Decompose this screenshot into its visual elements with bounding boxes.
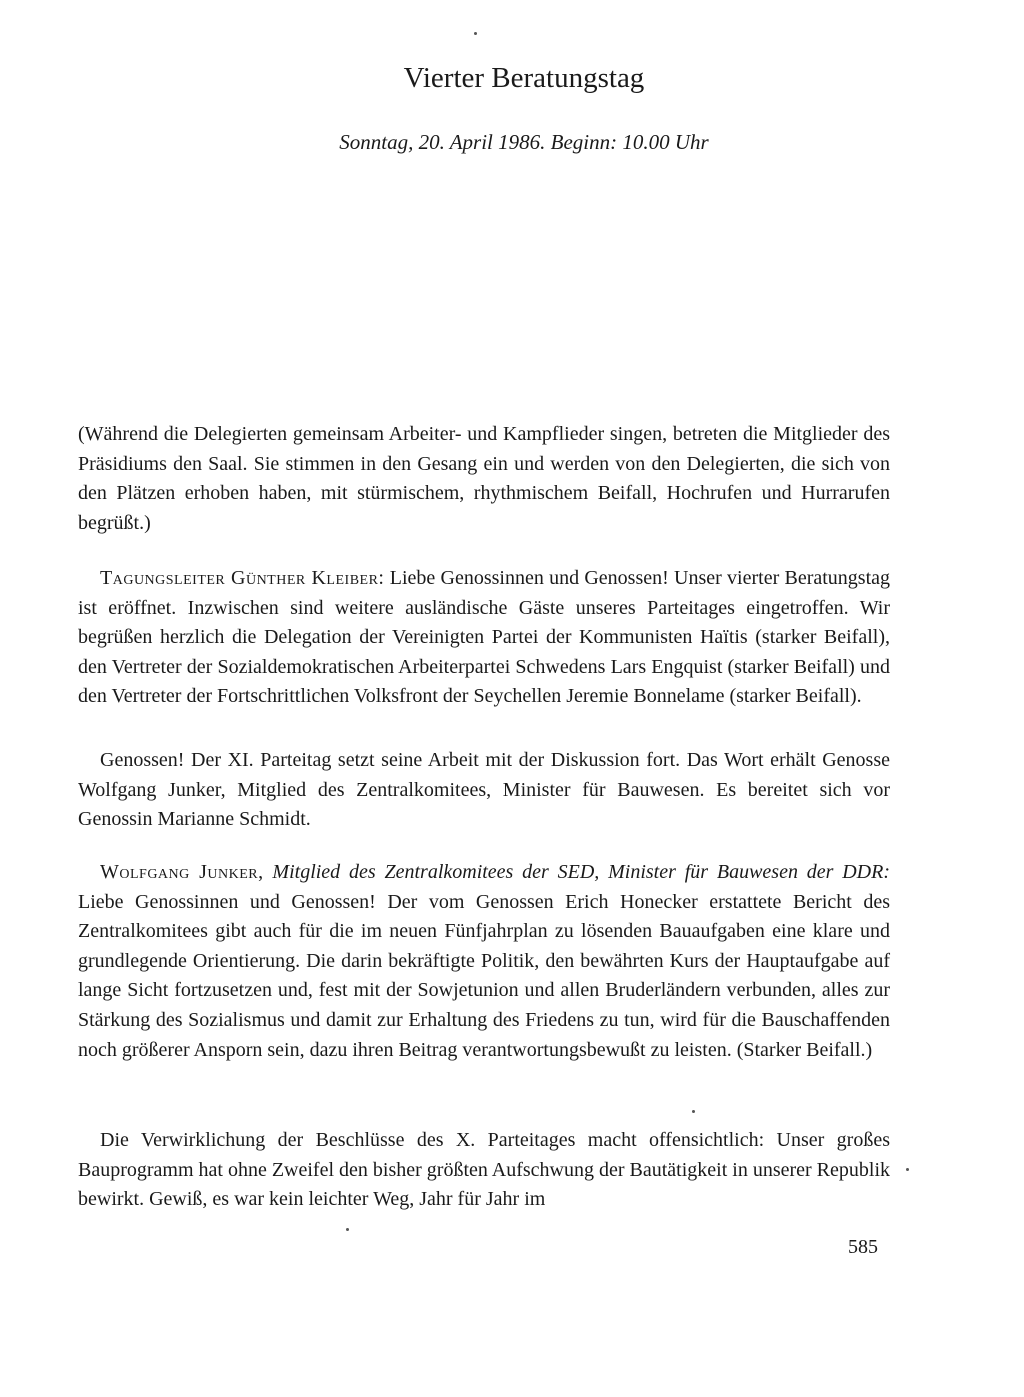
page-title: Vierter Beratungstag <box>403 62 645 94</box>
speaker-role: Mitglied des Zentralkomitees der SED, Minister für Bauwesen der DDR: <box>272 861 891 883</box>
speech-kleiber-continuation: Genossen! Der XI. Parteitag setzt seine Arbeit mit der Diskussion fort. Das Wort erhält Genosse Wolfgang Junker, Mitglied des Zentralkomitees, Minister für Bauwesen. Es bereitet sich vor Genossin Marianne Schmidt. <box>78 749 890 831</box>
scan-speck <box>906 1168 909 1171</box>
scan-speck <box>346 1228 349 1231</box>
speaker-name: Tagungsleiter Günther Kleiber: <box>100 567 385 589</box>
speaker-name: Wolfgang Junker, <box>100 861 264 883</box>
speech-text: Liebe Genossinnen und Genossen! Der vom Genossen Erich Honecker erstattete Bericht des Zentralkomitees gibt auch für die im neuen Fünfjahrplan zu lösenden Bauaufgaben eine klare und grundlegende Orientierung. Die darin bekräftigte Politik, den bewährten Kurs der Hauptaufgabe auf lange Sicht fortzusetzen und, fest mit der Sowjetunion und allen Bruderländern verbunden, alles zur Stärkung des Sozialismus und damit zur Erhaltung des Friedens zu tun, wird für die Bauschaffenden noch größerer Ansporn sein, dazu ihren Beitrag verantwortungsbewußt zu leisten. (Starker Beifall.) <box>78 890 890 1061</box>
speech-kleiber <box>78 564 890 712</box>
page-number: 585 <box>848 1236 878 1258</box>
speech-junker-continuation: Die Verwirklichung der Beschlüsse des X. Parteitages macht offensichtlich: Unser großes Bauprogramm hat ohne Zweifel den bisher größten Aufschwung der Bautätigkeit in unserer Republik bewirkt. Gewiß, es war kein leichter Weg, Jahr für Jahr im <box>78 1129 891 1211</box>
speech-junker <box>78 858 890 1065</box>
speech-text: Liebe Genossinnen und Genossen! Unser vierter Beratungstag ist eröffnet. Inzwischen sind weitere ausländische Gäste unseres Parteitages eingetroffen. Wir begrüßen herzlich die Delegation der Vereinigten Partei der Kommunisten Haïtis (starker Beifall), den Vertreter der Sozialdemokratischen Arbeiterpartei Schwedens Lars Engquist (starker Beifall) und den Vertreter der Fortschrittlichen Volksfront der Seychellen Jeremie Bonnelame (starker Beifall). <box>78 567 891 708</box>
page-subtitle: Sonntag, 20. April 1986. Beginn: 10.00 Uhr <box>339 130 709 154</box>
scan-speck <box>474 32 477 35</box>
scan-speck <box>692 1110 695 1113</box>
stage-direction: (Während die Delegierten gemeinsam Arbeiter- und Kampflieder singen, betreten die Mitglieder des Präsidiums den Saal. Sie stimmen in den Gesang ein und werden von den Delegierten, die sich von den Plätzen erhoben haben, mit stürmischem, rhythmischem Beifall, Hochrufen und Hurrarufen begrüßt.) <box>78 423 890 534</box>
